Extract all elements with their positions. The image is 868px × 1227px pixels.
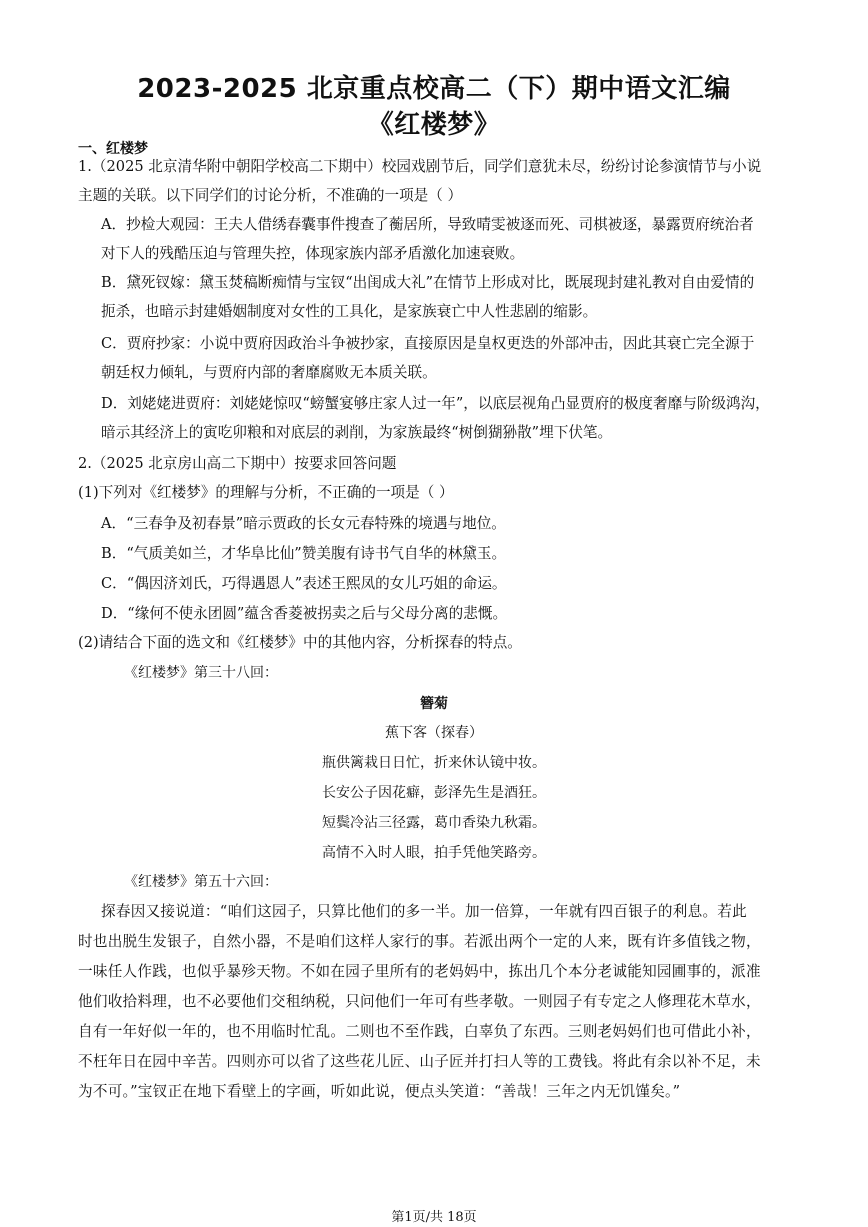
page-footer: 第1页/共 18页 [391, 1210, 477, 1225]
passage-line: 不枉年日在园中辛苦。四则亦可以省了这些花儿匠、山子匠并打扫人等的工费钱。将此有余以补不足，未 [78, 1053, 761, 1070]
q2-stem: 2.（2025 北京房山高二下期中）按要求回答问题 [78, 455, 397, 472]
q2-sub1: (1)下列对《红楼梦》的理解与分析，不正确的一项是（ ） [78, 484, 454, 501]
q2-option-a: A．“三春争及初春景”暗示贾政的长女元春特殊的境遇与地位。 [101, 515, 506, 532]
q1-stem-line1: 1.（2025 北京清华附中朝阳学校高二下期中）校园戏剧节后，同学们意犹未尽，纷纷讨论参演情节与小说 [78, 158, 762, 175]
q1-option-d-line2: 暗示其经济上的寅吃卯粮和对底层的剥削，为家族最终“树倒猢狲散”埋下伏笔。 [101, 424, 613, 441]
q2-sub2: (2)请结合下面的选文和《红楼梦》中的其他内容，分析探春的特点。 [78, 634, 522, 651]
chapter-38-label: 《红楼梦》第三十八回： [124, 665, 278, 681]
q1-option-c-line1: C．贾府抄家：小说中贾府因政治斗争被抄家，直接原因是皇权更迭的外部冲击，因此其衰亡完全源于 [101, 335, 755, 352]
q1-option-d-line1: D．刘姥姥进贾府：刘姥姥惊叹“螃蟹宴够庄家人过一年”，以底层视角凸显贾府的极度奢靡与阶级鸿沟， [101, 395, 770, 412]
chapter-56-label: 《红楼梦》第五十六回： [124, 874, 278, 890]
poem-line: 短鬓冷沾三径露，葛巾香染九秋霜。 [322, 815, 546, 831]
passage-line: 他们收拾料理，也不必要他们交租纳税，只问他们一年可有些孝敬。一则园子有专定之人修理花木草水， [78, 993, 761, 1010]
q1-stem-line2: 主题的关联。以下同学们的讨论分析，不准确的一项是（ ） [78, 187, 463, 204]
passage-line: 时也出脱生发银子，自然小器，不是咱们这样人家行的事。若派出两个一定的人来，既有许多值钱之物， [78, 933, 761, 950]
q1-option-a-line1: A．抄检大观园：王夫人借绣春囊事件搜查了蘅居所，导致晴雯被逐而死、司棋被逐，暴露贾府统治者 [101, 216, 754, 233]
q1-option-b-line1: B．黛死钗嫁：黛玉焚稿断痴情与宝钗“出闺成大礼”在情节上形成对比，既展现封建礼教对自由爱情的 [101, 274, 755, 291]
poem-author: 蕉下客（探春） [385, 725, 483, 741]
document-title: 2023-2025 北京重点校高二（下）期中语文汇编 [137, 74, 731, 104]
section-heading: 一、红楼梦 [78, 141, 148, 157]
poem-title: 簪菊 [420, 696, 448, 712]
q2-option-c: C．“偶因济刘氏，巧得遇恩人”表述王熙凤的女儿巧姐的命运。 [101, 575, 507, 592]
q2-option-d: D．“缘何不使永团圆”蕴含香菱被拐卖之后与父母分离的悲慨。 [101, 605, 508, 622]
passage-line: 自有一年好似一年的，也不用临时忙乱。二则也不至作践，白辜负了东西。三则老妈妈们也可借此小补， [78, 1023, 761, 1040]
q1-option-c-line2: 朝廷权力倾轧，与贾府内部的奢靡腐败无本质关联。 [101, 364, 437, 381]
poem-line: 长安公子因花癖，彭泽先生是酒狂。 [322, 785, 546, 801]
passage-line: 探春因又接说道：“咱们这园子，只算比他们的多一半。加一倍算，一年就有四百银子的利息。若此 [101, 903, 747, 920]
poem-line: 瓶供篱栽日日忙，折来休认镜中妆。 [322, 755, 546, 771]
passage-line: 一味任人作践，也似乎暴殄天物。不如在园子里所有的老妈妈中，拣出几个本分老诚能知园圃事的，派准 [78, 963, 761, 980]
q1-option-b-line2: 扼杀，也暗示封建婚姻制度对女性的工具化，是家族衰亡中人性悲剧的缩影。 [101, 303, 598, 320]
q2-option-b: B．“气质美如兰，才华阜比仙”赞美腹有诗书气自华的林黛玉。 [101, 545, 507, 562]
poem-line: 高情不入时人眼，拍手凭他笑路旁。 [322, 845, 546, 861]
passage-line: 为不可。”宝钗正在地下看壁上的字画，听如此说，便点头笑道：“善哉！三年之内无饥馑矣。” [78, 1083, 681, 1100]
document-subtitle: 《红楼梦》 [367, 110, 501, 140]
q1-option-a-line2: 对下人的残酷压迫与管理失控，体现家族内部矛盾激化加速衰败。 [101, 245, 525, 262]
